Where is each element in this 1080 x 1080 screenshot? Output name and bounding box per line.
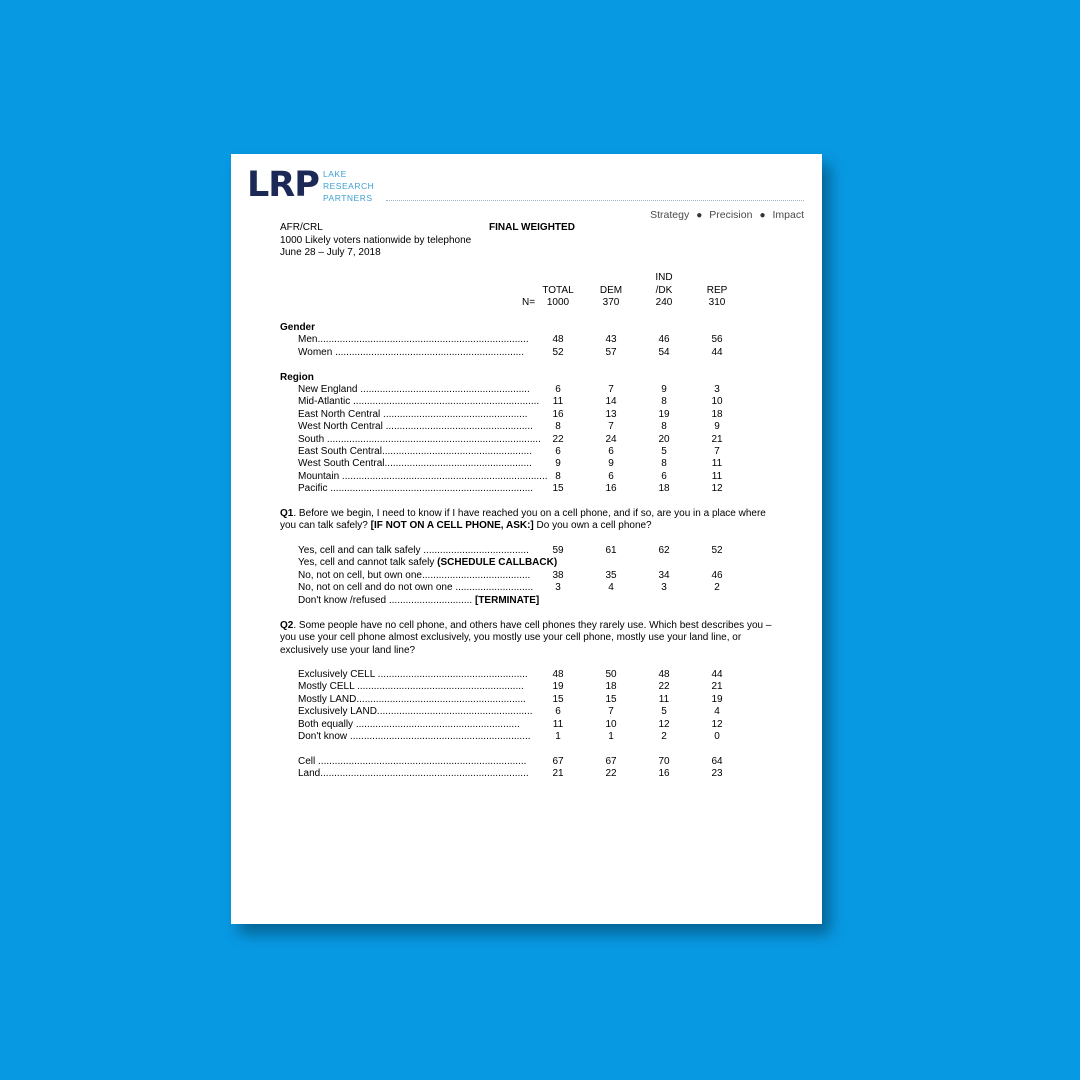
- row-label: [298, 595, 539, 607]
- dot-leader: .............................................................: [356, 693, 526, 705]
- cell-value: 11: [711, 458, 723, 470]
- cell-value: 4: [714, 706, 720, 718]
- section-title-region: Region: [280, 372, 314, 383]
- cell-value: 13: [605, 408, 617, 420]
- row-label: [298, 409, 528, 421]
- row-label-text: Exclusively LAND: [298, 706, 377, 718]
- dot-leader: ......................................: [423, 545, 529, 556]
- row-label: [298, 681, 524, 693]
- row-label: [298, 768, 529, 780]
- cell-value: 52: [711, 545, 723, 556]
- cell-value: 43: [605, 334, 617, 345]
- document-page: [231, 154, 822, 924]
- dot-leader: ............................................................: [357, 681, 524, 693]
- dot-leader: .............................................................: [360, 384, 530, 395]
- dot-leader: ....................................................: [383, 408, 528, 420]
- row-label-text: East South Central: [298, 446, 382, 457]
- cell-value: 6: [555, 706, 561, 718]
- report-status: FINAL WEIGHTED: [489, 222, 575, 233]
- dot-leader: .............................................................................: [326, 433, 541, 445]
- cell-value: 12: [711, 718, 723, 730]
- tagline-word: Precision: [709, 209, 753, 221]
- dot-leader: ...........................................................: [355, 718, 520, 730]
- row-label-text: Pacific: [298, 483, 331, 495]
- row-label: [298, 384, 530, 396]
- dot-leader: .................................................................: [349, 731, 531, 742]
- row-label: [298, 545, 529, 557]
- logo-mark: LRP: [247, 165, 319, 205]
- cell-value: 18: [658, 483, 670, 495]
- cell-value: 15: [552, 693, 564, 705]
- q2-question: [280, 620, 780, 657]
- cell-value: 4: [608, 582, 614, 594]
- cell-value: 50: [605, 669, 617, 680]
- cell-value: 35: [605, 569, 617, 581]
- logo-word: PARTNERS: [323, 193, 373, 203]
- cell-value: 46: [658, 334, 670, 345]
- row-label: [298, 347, 524, 359]
- cell-value: 70: [658, 756, 670, 767]
- row-label-text: Women: [298, 346, 336, 358]
- row-label-text: Don't know /refused: [298, 594, 389, 606]
- cell-value: 6: [661, 470, 667, 482]
- cell-value: 12: [711, 483, 723, 495]
- cell-value: 19: [552, 681, 564, 693]
- cell-value: 24: [605, 433, 617, 445]
- dot-leader: .........................................................................: [330, 483, 534, 495]
- n-total: 1000: [546, 297, 570, 308]
- n-rep: 310: [708, 297, 726, 308]
- cell-value: 21: [711, 681, 723, 693]
- cell-value: 10: [605, 718, 617, 730]
- section-title-gender: Gender: [280, 322, 316, 333]
- cell-value: 11: [711, 470, 723, 482]
- cell-value: 19: [711, 693, 723, 705]
- row-label: [298, 434, 541, 446]
- cell-value: 19: [658, 408, 670, 420]
- q1-question: [280, 508, 780, 533]
- n-dem: 370: [602, 297, 620, 308]
- cell-value: 1: [555, 731, 561, 742]
- dot-leader: ............................................................................: [317, 334, 529, 345]
- cell-value: 44: [711, 669, 723, 680]
- cell-value: 62: [658, 545, 670, 556]
- cell-value: 18: [605, 681, 617, 693]
- row-label: [298, 396, 539, 408]
- row-label-text: New England: [298, 384, 361, 395]
- bullet-icon: ●: [759, 210, 766, 221]
- row-label-text: Men: [298, 334, 318, 345]
- dot-leader: ............................: [455, 582, 534, 594]
- cell-value: 48: [658, 669, 670, 680]
- cell-value: 20: [658, 433, 670, 445]
- row-label: [298, 471, 548, 483]
- cell-value: 8: [661, 396, 667, 408]
- cell-value: 44: [711, 346, 723, 358]
- cell-value: 21: [552, 768, 564, 780]
- row-label: [298, 570, 530, 582]
- tagline: [650, 209, 804, 221]
- cell-value: 16: [552, 408, 564, 420]
- row-label: [298, 706, 533, 718]
- cell-value: 6: [608, 446, 614, 457]
- row-label: [298, 669, 528, 681]
- cell-value: 46: [711, 569, 723, 581]
- row-label: [298, 694, 526, 706]
- row-label: [298, 334, 529, 346]
- cell-value: 15: [605, 693, 617, 705]
- cell-value: 14: [605, 396, 617, 408]
- row-label-text: Both equally: [298, 718, 356, 730]
- cell-value: 6: [555, 384, 561, 395]
- cell-value: 9: [555, 458, 561, 470]
- cell-value: 1: [608, 731, 614, 742]
- logo-word: RESEARCH: [323, 181, 375, 191]
- row-instruction: [TERMINATE]: [472, 594, 540, 606]
- row-label: [298, 446, 532, 458]
- logo-words: [323, 168, 393, 204]
- cell-value: 8: [555, 470, 561, 482]
- cell-value: 7: [714, 446, 720, 457]
- row-label-text: Mid-Atlantic: [298, 396, 354, 408]
- row-label-text: No, not on cell and do not own one: [298, 582, 456, 594]
- dot-leader: ..........................................................................: [341, 470, 548, 482]
- q2-number: Q2: [280, 620, 294, 631]
- tagline-word: Impact: [772, 209, 804, 221]
- cell-value: 2: [661, 731, 667, 742]
- cell-value: 7: [608, 706, 614, 718]
- dot-leader: ...................................................................: [353, 396, 540, 408]
- dot-leader: .....................................................: [385, 421, 533, 433]
- tagline-word: Strategy: [650, 209, 690, 221]
- row-label-text: Yes, cell and cannot talk safely: [298, 557, 438, 569]
- cell-value: 3: [661, 582, 667, 594]
- cell-value: 5: [661, 446, 667, 457]
- cell-value: 18: [711, 408, 723, 420]
- row-label: [298, 557, 557, 569]
- cell-value: 52: [552, 346, 564, 358]
- cell-value: 11: [552, 396, 564, 408]
- col-header-ind-1: IND: [655, 272, 673, 283]
- row-label-text: South: [298, 433, 327, 445]
- dot-leader: ....................................................................: [335, 346, 524, 358]
- row-label-text: East North Central: [298, 408, 384, 420]
- cell-value: 56: [711, 334, 723, 345]
- cell-value: 12: [658, 718, 670, 730]
- cell-value: 9: [608, 458, 614, 470]
- header-divider: [386, 200, 804, 201]
- q1-number: Q1: [280, 508, 294, 519]
- cell-value: 8: [661, 458, 667, 470]
- n-label: N=: [522, 297, 536, 308]
- cell-value: 67: [605, 756, 617, 767]
- row-label: [298, 458, 532, 470]
- cell-value: 15: [552, 483, 564, 495]
- row-label: [298, 756, 526, 768]
- bullet-icon: ●: [696, 210, 703, 221]
- dot-leader: .......................................: [421, 569, 531, 581]
- row-label-text: Cell: [298, 756, 319, 767]
- n-ind: 240: [655, 297, 673, 308]
- cell-value: 7: [608, 384, 614, 395]
- cell-value: 48: [552, 669, 564, 680]
- row-label-text: Don't know: [298, 731, 350, 742]
- cell-value: 59: [552, 545, 564, 556]
- cell-value: 67: [552, 756, 564, 767]
- cell-value: 22: [552, 433, 564, 445]
- cell-value: 7: [608, 421, 614, 433]
- dot-leader: ...........................................................................: [320, 768, 529, 780]
- cell-value: 54: [658, 346, 670, 358]
- cell-value: 16: [605, 483, 617, 495]
- row-label-text: Mountain: [298, 470, 342, 482]
- cell-value: 9: [714, 421, 720, 433]
- cell-value: 64: [711, 756, 723, 767]
- q1-instruction: [IF NOT ON A CELL PHONE, ASK:]: [370, 520, 534, 532]
- cell-value: 9: [661, 384, 667, 395]
- row-label: [298, 483, 533, 495]
- field-dates: June 28 – July 7, 2018: [280, 247, 381, 258]
- lrp-logo: [247, 165, 375, 205]
- q1-text-a: . Before we begin, I need to know if I have reached you on a cell phone, and if so, are you in a place where you can talk safely?: [280, 508, 766, 532]
- row-label-text: Mostly CELL: [298, 681, 358, 693]
- col-header-ind-2: /DK: [655, 285, 673, 296]
- cell-value: 23: [711, 768, 723, 780]
- dot-leader: ...........................................................................: [318, 756, 527, 767]
- cell-value: 6: [608, 470, 614, 482]
- row-label-text: No, not on cell, but own one: [298, 569, 422, 581]
- cell-value: 11: [552, 718, 564, 730]
- q1-text-b: Do you own a cell phone?: [533, 520, 652, 532]
- q2-text: . Some people have no cell phone, and others have cell phones they rarely use. Which best describes you – you use your cell phone almost exclusively, you mostly use your cell phone, mostly use your land line, or exclusively use your land line?: [280, 620, 772, 656]
- dot-leader: ......................................................: [381, 446, 532, 457]
- row-label: [298, 421, 533, 433]
- cell-value: 3: [555, 582, 561, 594]
- dot-leader: ......................................................: [377, 669, 528, 680]
- cell-value: 8: [661, 421, 667, 433]
- sample-description: 1000 Likely voters nationwide by telephone: [280, 235, 472, 246]
- cell-value: 16: [658, 768, 670, 780]
- cell-value: 3: [714, 384, 720, 395]
- cell-value: 22: [658, 681, 670, 693]
- row-label-text: Mostly LAND: [298, 693, 357, 705]
- cell-value: 21: [711, 433, 723, 445]
- cell-value: 10: [711, 396, 723, 408]
- row-label-text: Exclusively CELL: [298, 669, 378, 680]
- cell-value: 61: [605, 545, 617, 556]
- client-name: AFR/CRL: [280, 222, 323, 233]
- row-label-text: Yes, cell and can talk safely: [298, 545, 424, 556]
- cell-value: 48: [552, 334, 564, 345]
- dot-leader: ..............................: [388, 594, 473, 606]
- cell-value: 8: [555, 421, 561, 433]
- cell-value: 5: [661, 706, 667, 718]
- logo-word: LAKE: [323, 169, 347, 179]
- dot-leader: ........................................................: [376, 706, 533, 718]
- row-label: [298, 731, 531, 743]
- col-header-total: TOTAL: [542, 285, 574, 296]
- col-header-dem: DEM: [599, 285, 623, 296]
- row-label-text: West North Central: [298, 421, 386, 433]
- cell-value: 0: [714, 731, 720, 742]
- row-label-text: Land: [298, 768, 321, 780]
- row-instruction: (SCHEDULE CALLBACK): [437, 557, 558, 569]
- row-label-text: West South Central: [298, 458, 385, 470]
- cell-value: 22: [605, 768, 617, 780]
- cell-value: 2: [714, 582, 720, 594]
- cell-value: 38: [552, 569, 564, 581]
- cell-value: 11: [658, 693, 670, 705]
- cell-value: 6: [555, 446, 561, 457]
- row-label: [298, 582, 533, 594]
- col-header-rep: REP: [706, 285, 728, 296]
- cell-value: 57: [605, 346, 617, 358]
- cell-value: 34: [658, 569, 670, 581]
- dot-leader: .....................................................: [384, 458, 532, 470]
- row-label: [298, 719, 520, 731]
